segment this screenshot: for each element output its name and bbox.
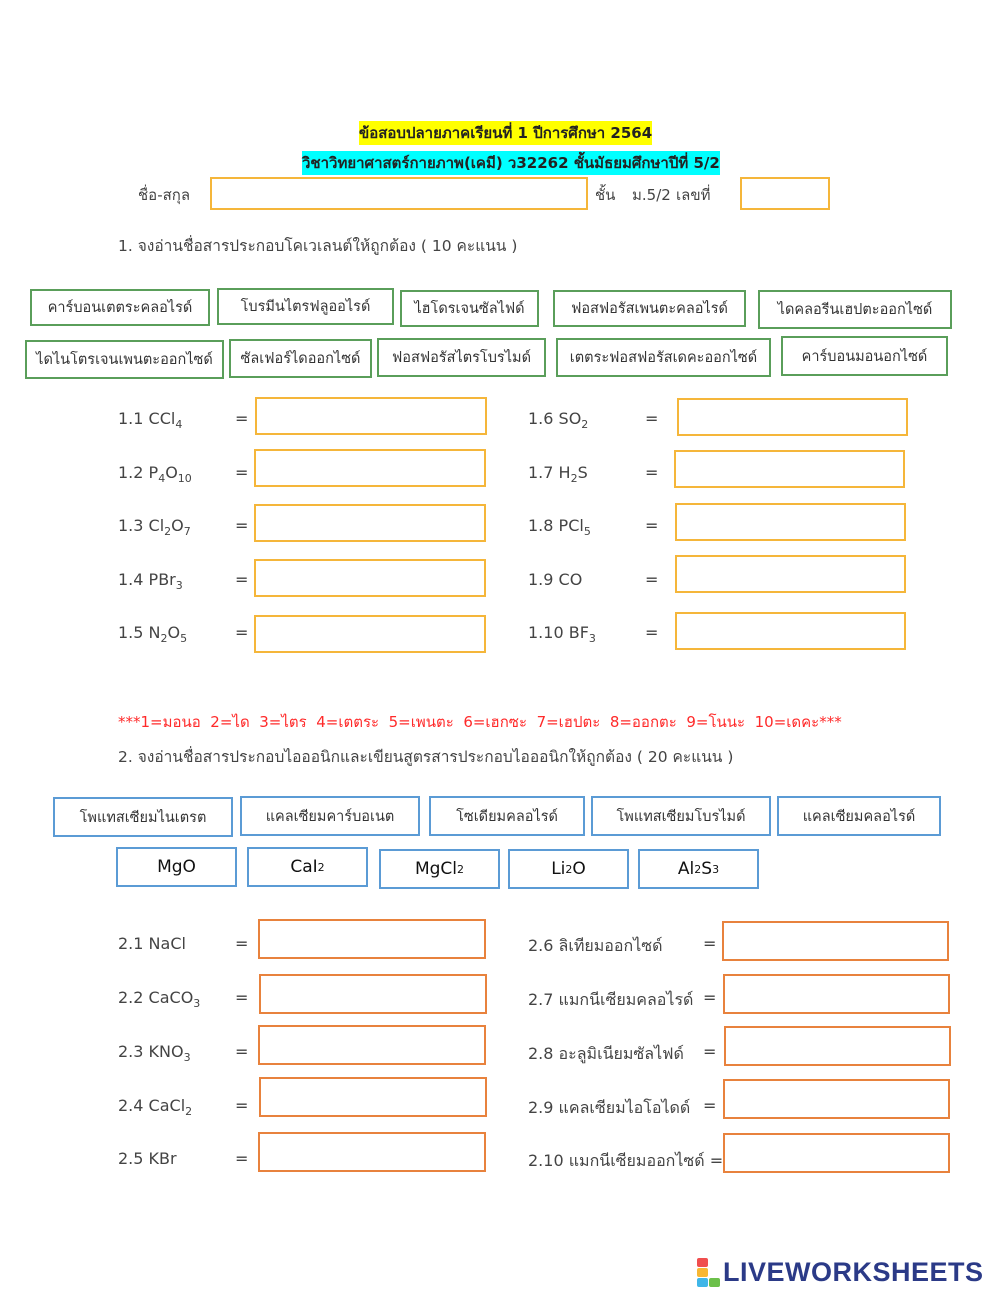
formula-option-chip[interactable]: MgO (116, 847, 237, 887)
question-2-5: 2.5 KBr (118, 1149, 177, 1168)
answer-input-2-3[interactable] (258, 1025, 486, 1065)
equals-sign: = (703, 1042, 717, 1061)
equals-sign: = (235, 1042, 249, 1061)
question-1-5: 1.5 $N_2O_5$ (118, 623, 188, 646)
answer-input-1-8[interactable] (675, 503, 906, 541)
equals-sign: = (645, 570, 659, 589)
answer-input-2-2[interactable] (259, 974, 487, 1014)
answer-input-1-3[interactable] (254, 504, 486, 542)
formula-option-chip[interactable]: Li 2 O (508, 849, 629, 889)
number-input[interactable] (740, 177, 830, 210)
question-2-1: 2.1 NaCl (118, 934, 186, 953)
answer-input-1-7[interactable] (674, 450, 905, 488)
equals-sign: = (235, 463, 249, 482)
formula-option-chip[interactable]: MgCl 2 (379, 849, 500, 889)
option-chip[interactable]: คาร์บอนมอนอกไซด์ (781, 336, 948, 376)
name-option-chip[interactable]: แคลเซียมคาร์บอเนต (240, 796, 420, 836)
name-input[interactable] (210, 177, 588, 210)
answer-input-2-5[interactable] (258, 1132, 486, 1172)
option-chip[interactable]: ไดไนโตรเจนเพนตะออกไซด์ (25, 340, 224, 379)
answer-input-1-5[interactable] (254, 615, 486, 653)
answer-input-2-4[interactable] (259, 1077, 487, 1117)
option-chip[interactable]: ไดคลอรีนเฮปตะออกไซด์ (758, 290, 952, 329)
section1-instruction: 1. จงอ่านชื่อสารประกอบโคเวเลนต์ให้ถูกต้อง ( 10 คะแนน ) (118, 237, 518, 255)
question-1-8: 1.8 PCl$_5$ (528, 516, 591, 539)
equals-sign: = (645, 409, 659, 428)
name-label: ชื่อ-สกุล (138, 186, 191, 204)
answer-input-1-2[interactable] (254, 449, 486, 487)
equals-sign: = (645, 623, 659, 642)
equals-sign: = (703, 988, 717, 1007)
liveworksheets-logo (697, 1257, 984, 1288)
question-2-7: 2.7 แมกนีเซียมคลอไรด์ (528, 990, 694, 1009)
question-2-3: 2.3 $KNO_3$ (118, 1042, 191, 1065)
answer-input-2-10[interactable] (723, 1133, 950, 1173)
option-chip[interactable]: คาร์บอนเตตระคลอไรด์ (30, 289, 210, 326)
question-1-7: 1.7 $H_2S$ (528, 463, 588, 486)
question-2-4: 2.4 CaCl$_2$ (118, 1096, 193, 1119)
answer-input-2-6[interactable] (722, 921, 949, 961)
equals-sign: = (235, 623, 249, 642)
option-chip[interactable]: ซัลเฟอร์ไดออกไซด์ (229, 339, 372, 378)
class-value: ม.5/2 (632, 186, 671, 204)
equals-sign: = (235, 409, 249, 428)
equals-sign: = (235, 1149, 249, 1168)
equals-sign: = (703, 934, 717, 953)
answer-input-2-8[interactable] (724, 1026, 951, 1066)
answer-input-1-9[interactable] (675, 555, 906, 593)
name-option-chip[interactable]: แคลเซียมคลอไรด์ (777, 796, 941, 836)
question-1-2: 1.2 $P_4O_{10}$ (118, 463, 192, 486)
question-1-6: 1.6 $SO_2$ (528, 409, 589, 432)
course-title: วิชาวิทยาศาสตร์กายภาพ(เคมี) ว32262 ชั้นมัธยมศึกษาปีที่ 5/2 (302, 151, 720, 175)
formula-option-chip[interactable]: CaI 2 (247, 847, 368, 887)
question-2-8: 2.8 อะลูมิเนียมซัลไฟด์ (528, 1044, 684, 1063)
option-chip[interactable]: ฟอสฟอรัสเพนตะคลอไรด์ (553, 290, 746, 327)
question-2-9: 2.9 แคลเซียมไอโอไดด์ (528, 1098, 691, 1117)
question-1-9: 1.9 CO (528, 570, 583, 589)
number-label: เลขที่ (676, 186, 711, 204)
answer-input-2-7[interactable] (723, 974, 950, 1014)
question-1-4: 1.4 PBr$_3$ (118, 570, 183, 593)
equals-sign: = (235, 988, 249, 1007)
logo-blocks-icon (697, 1258, 720, 1287)
class-label: ชั้น (595, 186, 616, 204)
equals-sign: = (235, 1096, 249, 1115)
answer-input-1-4[interactable] (254, 559, 486, 597)
equals-sign: = (703, 1096, 717, 1115)
question-2-10: 2.10 แมกนีเซียมออกไซด์ = (528, 1151, 724, 1170)
question-1-10: 1.10 $BF_3$ (528, 623, 596, 646)
answer-input-2-1[interactable] (258, 919, 486, 959)
name-option-chip[interactable]: โพแทสเซียมโบรไมด์ (591, 796, 771, 836)
equals-sign: = (235, 934, 249, 953)
equals-sign: = (645, 516, 659, 535)
answer-input-1-1[interactable] (255, 397, 487, 435)
answer-input-2-9[interactable] (723, 1079, 950, 1119)
answer-input-1-10[interactable] (675, 612, 906, 650)
option-chip[interactable]: ฟอสฟอรัสไตรโบรไมด์ (377, 338, 546, 377)
exam-title: ข้อสอบปลายภาคเรียนที่ 1 ปีการศึกษา 2564 (359, 121, 652, 145)
section2-instruction: 2. จงอ่านชื่อสารประกอบไอออนิกและเขียนสูตรสารประกอบไอออนิกให้ถูกต้อง ( 20 คะแนน ) (118, 748, 734, 766)
option-chip[interactable]: โบรมีนไตรฟลูออไรด์ (217, 288, 394, 325)
answer-input-1-6[interactable] (677, 398, 908, 436)
equals-sign: = (645, 463, 659, 482)
name-option-chip[interactable]: โซเดียมคลอไรด์ (429, 796, 585, 836)
question-2-2: 2.2 CaCO$_3$ (118, 988, 201, 1011)
option-chip[interactable]: เตตระฟอสฟอรัสเดคะออกไซด์ (556, 338, 771, 377)
question-1-1: 1.1 CCl$_4$ (118, 409, 183, 432)
formula-option-chip[interactable]: Al 2 S 3 (638, 849, 759, 889)
equals-sign: = (235, 516, 249, 535)
equals-sign: = (235, 570, 249, 589)
question-2-6: 2.6 ลิเทียมออกไซด์ (528, 936, 663, 955)
option-chip[interactable]: ไฮโดรเจนซัลไฟด์ (400, 290, 539, 327)
brand-text: LIVEWORKSHEETS (723, 1257, 984, 1287)
question-1-3: 1.3 $Cl_2O_7$ (118, 516, 191, 539)
name-option-chip[interactable]: โพแทสเซียมไนเตรต (53, 797, 233, 837)
prefix-note: ***1=มอนอ 2=ได 3=ไตร 4=เตตระ 5=เพนตะ 6=เฮกซะ 7=เฮปตะ 8=ออกตะ 9=โนนะ 10=เดคะ*** (118, 713, 842, 731)
